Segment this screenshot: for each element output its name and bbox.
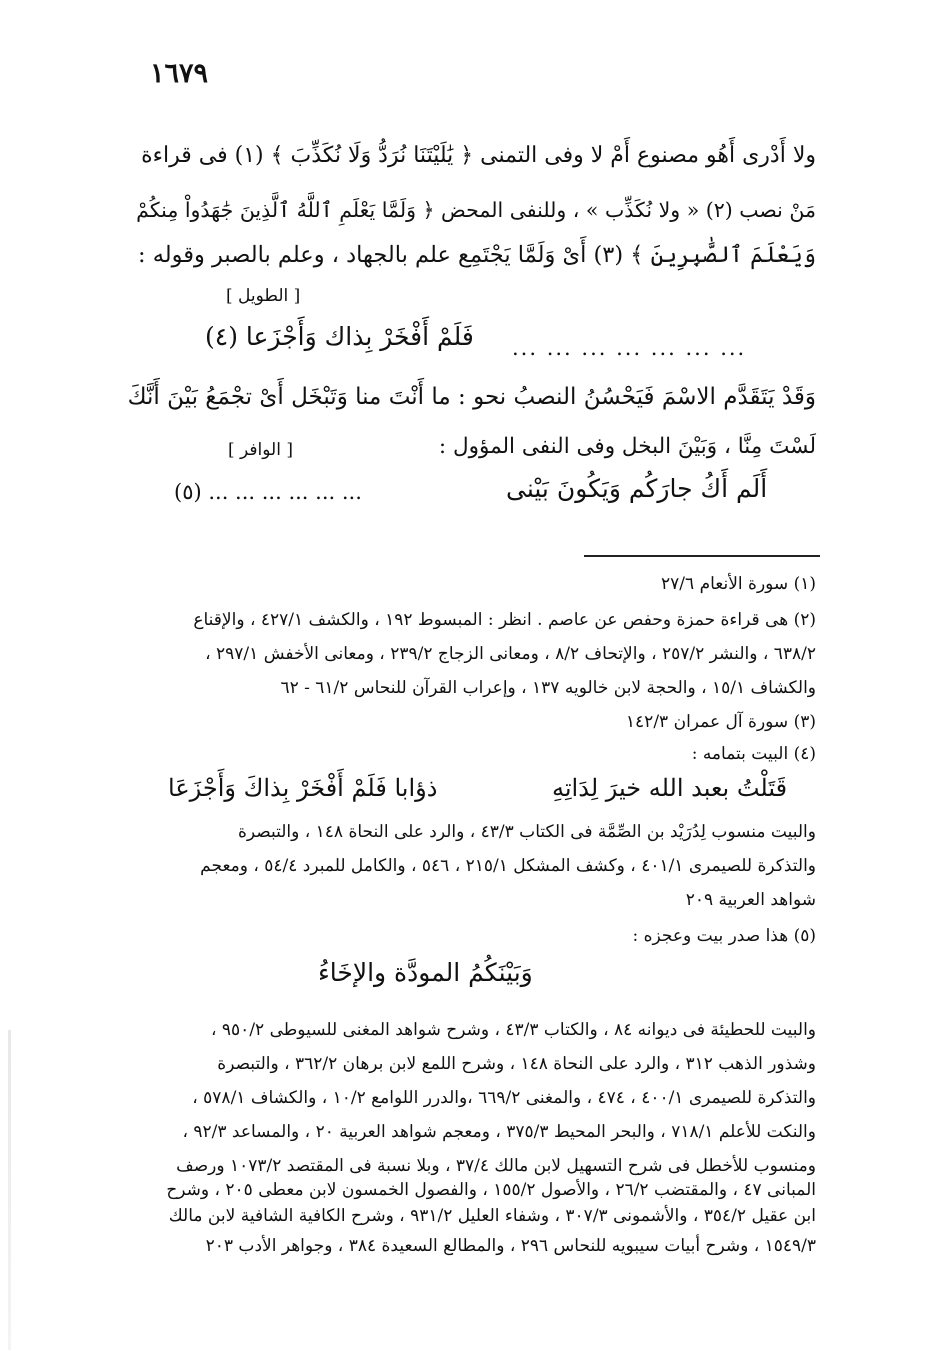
footnote-4-intro: (٤) البيت بتمامه : bbox=[691, 744, 816, 764]
footnote-5-line-5: ومنسوب للأخطل فى شرح التسهيل لابن مالك ٣٧/٤ ، وبلا نسبة فى المقتصد ١٠٧٣/٢ ورصف bbox=[176, 1156, 816, 1176]
body-line-1: ولا أَدْرى أَهُو مصنوع أَمْ لا وفى التمنى ﴿ يَٰلَيْتَنَا نُرَدُّ وَلَا نُكَذِّبَ ﴾ (١) فى قراءة bbox=[141, 143, 816, 168]
meter-label-wafir: [ الوافر ] bbox=[228, 440, 293, 460]
footnote-5-line-3: والتذكرة للصيمرى ٤٠٠/١ ، ٤٧٤ ، والمغنى ٦٦٩/٢ ،والدرر اللوامع ١٠/٢ ، والكشاف ٥٧٨/١ ، bbox=[192, 1088, 816, 1108]
footnote-4-line-3: شواهد العربية ٢٠٩ bbox=[685, 890, 816, 910]
verse-hemistich-2: أَلَم أَكُ جارَكُم وَيَكُونَ بَيْنى bbox=[506, 474, 768, 503]
body-line-5: لَسْتَ مِنَّا ، وَبَيْنَ البخل وفى النفى المؤول : bbox=[438, 434, 816, 459]
page-number: ١٦٧٩ bbox=[150, 58, 209, 89]
body-line-4: وَقَدْ يَتَقَدَّم الاسْمَ فَيَحْسُنُ النصبُ نحو : ما أَنْتَ منا وَتَبْخَل أَىْ تجْمَعُ بَيْنَ أَنَّكَ bbox=[127, 384, 816, 410]
footnote-4-line-1: والبيت منسوب لِدُرَيْد بن الصِّمَّة فى الكتاب ٤٣/٣ ، والرد على النحاة ١٤٨ ، والتبصرة bbox=[237, 822, 816, 842]
footnote-4-hemistich-2: ذؤابا فَلَمْ أَفْخَرْ بِذاكَ وَأَجْزَعَا bbox=[168, 774, 438, 802]
footnote-4-hemistich-1: قَتَلْتُ بعبد الله خيرَ لِدَاتِهِ bbox=[552, 774, 788, 802]
footnote-separator bbox=[584, 555, 820, 557]
footnote-5-line-8: ١٥٤٩/٣ ، وشرح أبيات سيبويه للنحاس ٢٩٦ ، والمطالع السعيدة ٣٨٤ ، وجواهر الأدب ٢٠٣ bbox=[205, 1236, 816, 1256]
footnote-5-hemistich: وَبَيْنَكُمُ المودَّة والإخَاءُ bbox=[318, 958, 533, 987]
footnote-3: (٣) سورة آل عمران ١٤٢/٣ bbox=[625, 712, 816, 732]
verse-ellipsis-2: (٥) ... ... ... ... ... ... bbox=[174, 480, 362, 504]
footnote-5-intro: (٥) هذا صدر بيت وعجزه : bbox=[632, 926, 816, 946]
footnote-5-line-4: والنكت للأعلم ٧١٨/١ ، والبحر المحيط ٣٧٥/٣ ، ومعجم شواهد العربية ٢٠ ، والمساعد ٩٢/٣ ، bbox=[182, 1122, 816, 1142]
footnote-2-line-1: (٢) هى قراءة حمزة وحفص عن عاصم . انظر : المبسوط ١٩٢ ، والكشف ٤٢٧/١ ، والإقناع bbox=[193, 610, 816, 630]
footnote-1: (١) سورة الأنعام ٢٧/٦ bbox=[661, 574, 816, 594]
footnote-5-line-6: المبانى ٤٧ ، والمقتضب ٢٦/٢ ، والأصول ١٥٥/٢ ، والفصول الخمسون لابن معطى ٢٠٥ ، وشرح bbox=[166, 1180, 816, 1200]
body-line-2: مَنْ نصب (٢) « ولا نُكَذِّب » ، وللنفى المحض ﴿ وَلَمَّا يَعْلَمِ ٱللَّهُ ٱلَّذِينَ جَٰهَدُواْ مِنكُمْ bbox=[136, 198, 816, 222]
footnote-5-line-2: وشذور الذهب ٣١٢ ، والرد على النحاة ١٤٨ ، وشرح اللمع لابن برهان ٣٦٢/٢ ، والتبصرة bbox=[217, 1054, 816, 1074]
meter-label-tawil: [ الطويل ] bbox=[226, 286, 301, 306]
body-line-3: وَيَعْلَمَ ٱلصَّٰبِرِينَ ﴾ (٣) أَىْ وَلَمَّا يَجْتَمِع علم بالجهاد ، وعلم بالصبر وقوله : bbox=[137, 242, 816, 268]
verse-hemistich-1: فَلَمْ أَفْخَرْ بِذاك وَأَجْزَعا (٤) bbox=[205, 322, 474, 351]
scan-edge-shadow bbox=[8, 1030, 11, 1350]
footnote-4-line-2: والتذكرة للصيمرى ٤٠١/١ ، وكشف المشكل ٢١٥/١ ، ٥٤٦ ، والكامل للمبرد ٥٤/٤ ، ومعجم bbox=[200, 856, 816, 876]
verse-ellipsis-1: ... ... ... ... ... ... ... bbox=[512, 336, 747, 360]
footnote-2-line-3: والكشاف ١٥/١ ، والحجة لابن خالويه ١٣٧ ، وإعراب القرآن للنحاس ٦١/٢ - ٦٢ bbox=[280, 678, 816, 698]
footnote-5-line-7: ابن عقيل ٣٥٤/٢ ، والأشمونى ٣٠٧/٣ ، وشفاء العليل ٩٣١/٢ ، وشرح الكافية الشافية لابن مالك bbox=[168, 1206, 816, 1226]
footnote-5-line-1: والبيت للحطيئة فى ديوانه ٨٤ ، والكتاب ٤٣/٣ ، وشرح شواهد المغنى للسيوطى ٩٥٠/٢ ، bbox=[211, 1020, 816, 1040]
footnote-2-line-2: ٦٣٨/٢ ، والنشر ٢٥٧/٢ ، والإتحاف ٨/٢ ، ومعانى الزجاج ٢٣٩/٢ ، ومعانى الأخفش ٢٩٧/١ ، bbox=[205, 644, 816, 664]
